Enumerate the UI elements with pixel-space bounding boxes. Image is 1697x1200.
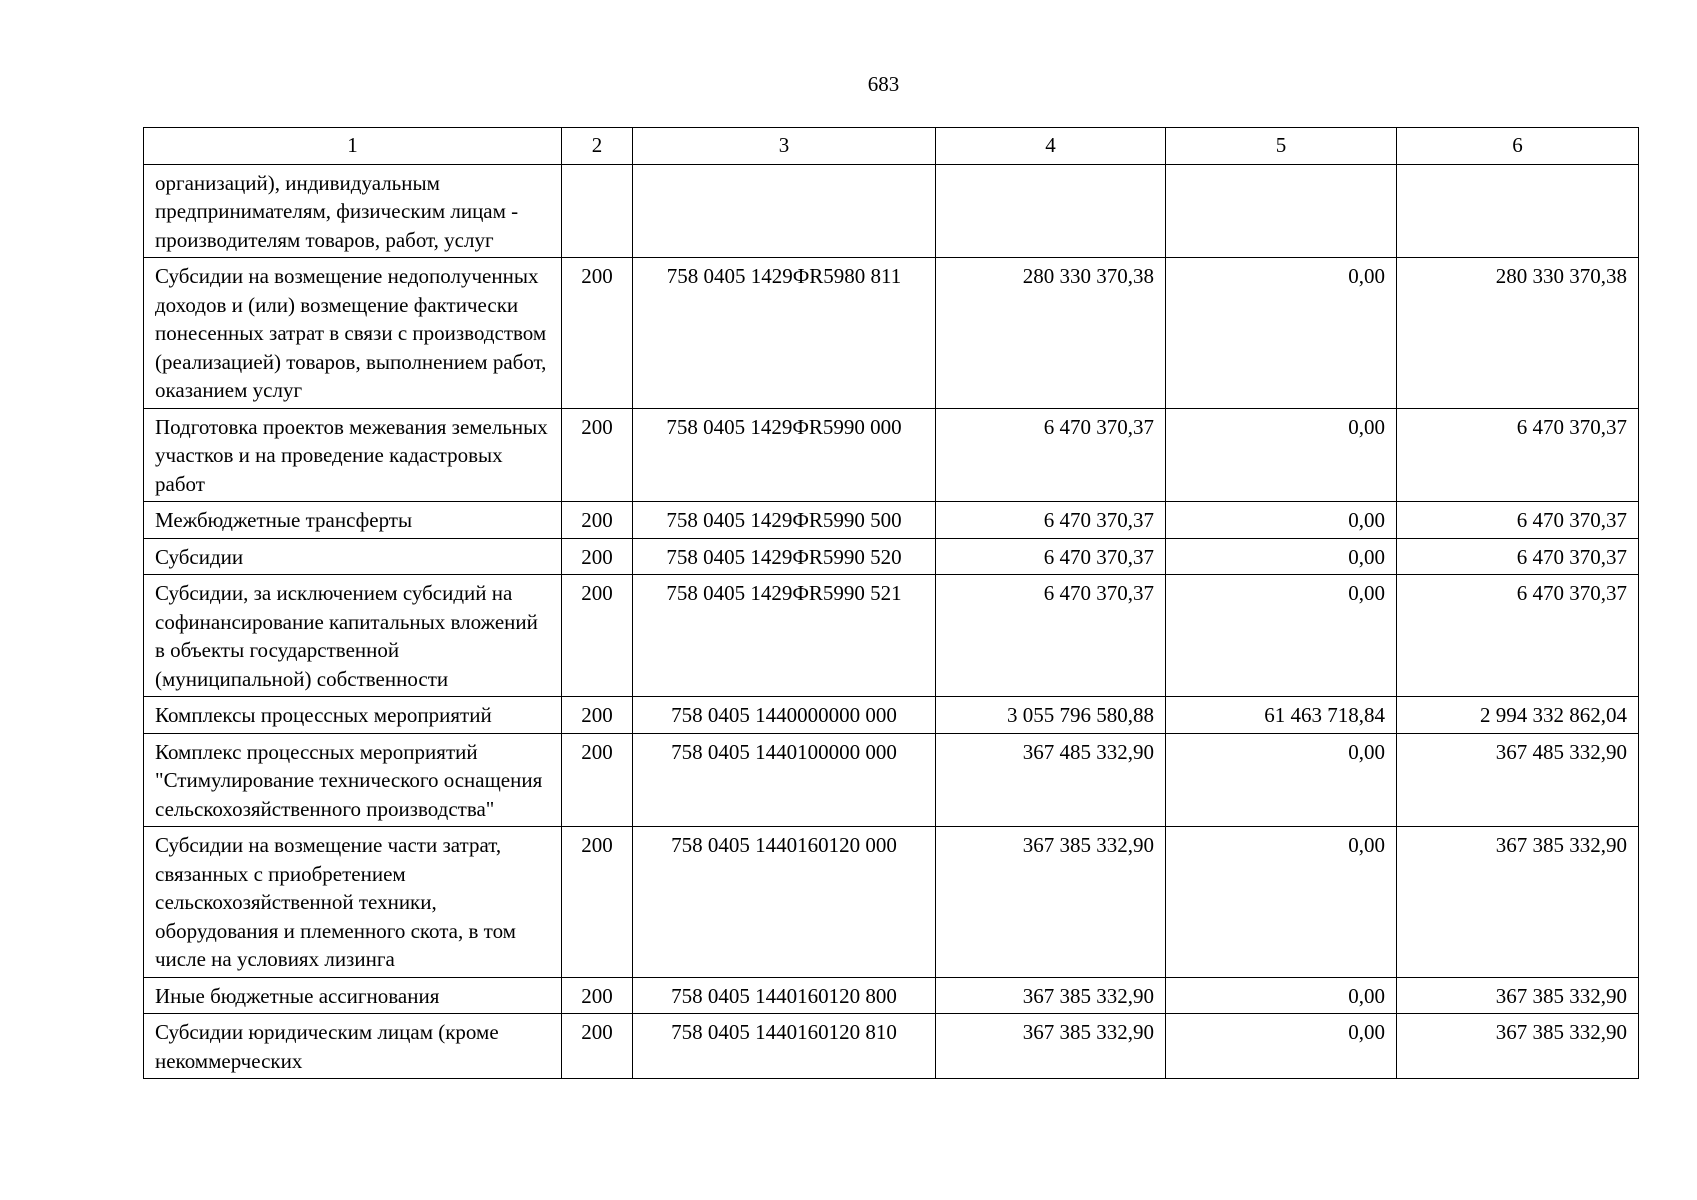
row-amount-cell: 367 385 332,90 [936,977,1166,1014]
row-code-cell: 758 0405 1440160120 810 [633,1014,936,1079]
table-row [144,258,1639,409]
table-row [144,733,1639,827]
row-amount-cell: 367 385 332,90 [936,827,1166,978]
row-total-cell: 2 994 332 862,04 [1397,697,1639,734]
table-row [144,502,1639,539]
row-amount-cell: 367 485 332,90 [936,733,1166,827]
row-change-cell: 0,00 [1166,733,1397,827]
row-name-cell: организаций), индивидуальным предпринимателям, физическим лицам - производителям товаров, работ, услуг [144,164,562,258]
table-row [144,575,1639,697]
row-code-cell: 758 0405 1440160120 800 [633,977,936,1014]
table-row [144,408,1639,502]
row-code-cell: 758 0405 1429ФR5990 520 [633,538,936,575]
row-name-cell: Субсидии юридическим лицам (кроме некоммерческих [144,1014,562,1079]
row-name-cell: Иные бюджетные ассигнования [144,977,562,1014]
row-change-cell: 0,00 [1166,258,1397,409]
row-name-cell: Субсидии, за исключением субсидий на софинансирование капитальных вложений в объекты государственной (муниципальной) собственности [144,575,562,697]
row-change-cell: 0,00 [1166,408,1397,502]
page-number: 683 [867,72,900,96]
row-change-cell: 0,00 [1166,1014,1397,1079]
row-grbs-cell: 200 [562,697,633,734]
row-name-cell: Субсидии на возмещение недополученных доходов и (или) возмещение фактически понесенных затрат в связи с производством (реализацией) товаров, выполнением работ, оказанием услуг [144,258,562,409]
row-total-cell: 6 470 370,37 [1397,502,1639,539]
row-amount-cell: 367 385 332,90 [936,1014,1166,1079]
row-total-cell: 367 485 332,90 [1397,733,1639,827]
row-amount-cell: 3 055 796 580,88 [936,697,1166,734]
row-name-cell: Подготовка проектов межевания земельных участков и на проведение кадастровых работ [144,408,562,502]
table-row [144,538,1639,575]
row-total-cell: 367 385 332,90 [1397,827,1639,978]
row-code-cell: 758 0405 1429ФR5990 521 [633,575,936,697]
column-header-3: 3 [633,128,936,165]
budget-table [143,127,1639,1079]
row-change-cell: 0,00 [1166,538,1397,575]
row-grbs-cell: 200 [562,1014,633,1079]
row-change-cell: 0,00 [1166,502,1397,539]
row-amount-cell: 6 470 370,37 [936,502,1166,539]
row-code-cell: 758 0405 1429ФR5980 811 [633,258,936,409]
row-change-cell [1166,164,1397,258]
row-total-cell: 367 385 332,90 [1397,977,1639,1014]
table-row [144,1014,1639,1079]
row-grbs-cell: 200 [562,827,633,978]
row-name-cell: Субсидии [144,538,562,575]
row-grbs-cell: 200 [562,575,633,697]
table-row [144,977,1639,1014]
row-total-cell: 280 330 370,38 [1397,258,1639,409]
row-amount-cell: 6 470 370,37 [936,408,1166,502]
row-change-cell: 0,00 [1166,977,1397,1014]
table-row [144,164,1639,258]
row-change-cell: 0,00 [1166,575,1397,697]
row-amount-cell: 6 470 370,37 [936,575,1166,697]
row-grbs-cell: 200 [562,977,633,1014]
row-name-cell: Субсидии на возмещение части затрат, связанных с приобретением сельскохозяйственной техники, оборудования и племенного скота, в том числе на условиях лизинга [144,827,562,978]
row-total-cell: 6 470 370,37 [1397,575,1639,697]
row-amount-cell: 6 470 370,37 [936,538,1166,575]
column-header-4: 4 [936,128,1166,165]
row-total-cell [1397,164,1639,258]
row-grbs-cell: 200 [562,258,633,409]
row-name-cell: Комплекс процессных мероприятий "Стимулирование технического оснащения сельскохозяйственного производства" [144,733,562,827]
row-change-cell: 61 463 718,84 [1166,697,1397,734]
table-row [144,827,1639,978]
row-total-cell: 367 385 332,90 [1397,1014,1639,1079]
row-amount-cell: 280 330 370,38 [936,258,1166,409]
row-grbs-cell [562,164,633,258]
row-grbs-cell: 200 [562,538,633,575]
row-amount-cell [936,164,1166,258]
row-code-cell: 758 0405 1440160120 000 [633,827,936,978]
row-grbs-cell: 200 [562,408,633,502]
row-total-cell: 6 470 370,37 [1397,538,1639,575]
row-name-cell: Комплексы процессных мероприятий [144,697,562,734]
row-grbs-cell: 200 [562,502,633,539]
row-code-cell [633,164,936,258]
row-total-cell: 6 470 370,37 [1397,408,1639,502]
column-header-1: 1 [144,128,562,165]
column-header-2: 2 [562,128,633,165]
header-row [144,128,1639,165]
row-code-cell: 758 0405 1440000000 000 [633,697,936,734]
row-code-cell: 758 0405 1429ФR5990 000 [633,408,936,502]
row-code-cell: 758 0405 1440100000 000 [633,733,936,827]
row-name-cell: Межбюджетные трансферты [144,502,562,539]
column-header-5: 5 [1166,128,1397,165]
table-row [144,697,1639,734]
column-header-6: 6 [1397,128,1639,165]
row-code-cell: 758 0405 1429ФR5990 500 [633,502,936,539]
row-change-cell: 0,00 [1166,827,1397,978]
row-grbs-cell: 200 [562,733,633,827]
